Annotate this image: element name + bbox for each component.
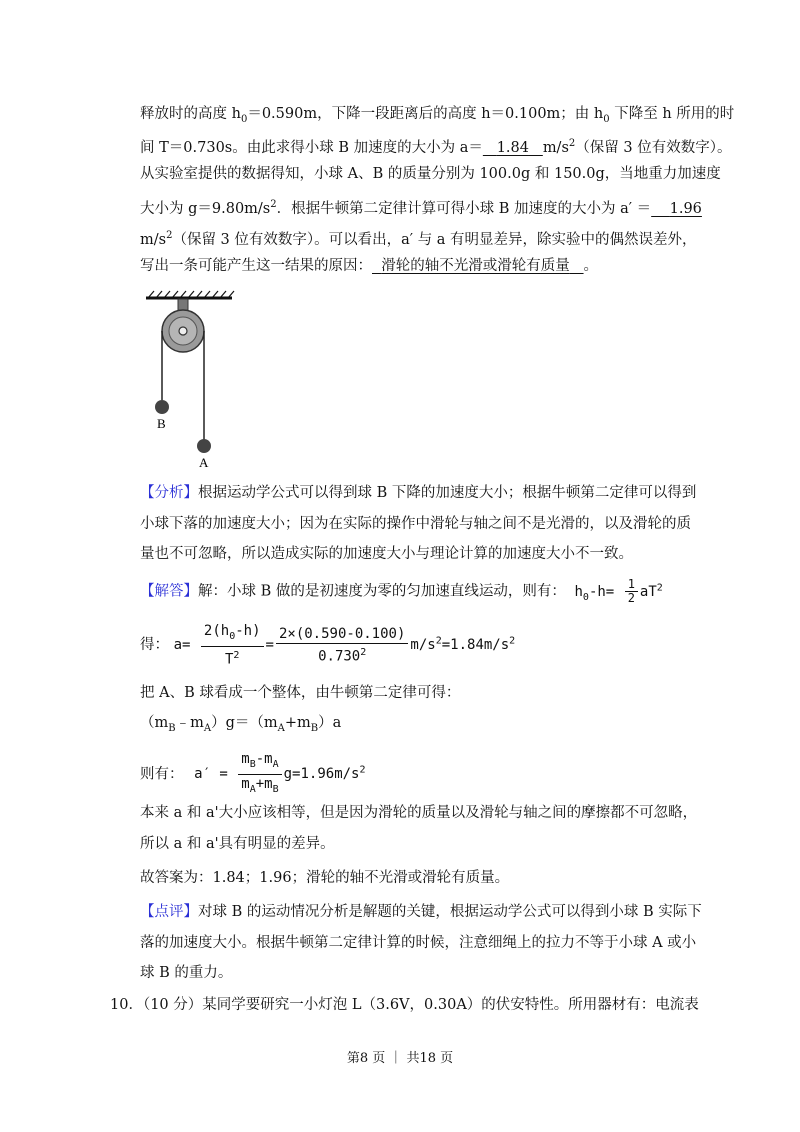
- question-10: 10．（10 分）某同学要研究一小灯泡 L（3.6V，0.30A）的伏安特性。所用器材有：电流表: [110, 997, 699, 1013]
- analysis-line: 【分析】根据运动学公式可以得到球 B 下降的加速度大小；根据牛顿第二定律可以得到: [140, 485, 697, 501]
- text-line: 小球下落的加速度大小；因为在实际的操作中滑轮与轴之间不是光滑的，以及滑轮的质: [140, 516, 691, 532]
- pulley-figure: [140, 290, 240, 475]
- text-line: 球 B 的重力。: [140, 965, 233, 981]
- answer-line: 【解答】解：小球 B 做的是初速度为零的匀加速直线运动，则有： $h_0-h=$ $\frac{1}{2}$ $aT^2$: [140, 577, 663, 606]
- text-line: 落的加速度大小。根据牛顿第二定律计算的时候，注意细绳上的拉力不等于小球 A 或小: [140, 935, 697, 951]
- equation-4: a′ = $\frac{m_B-m_A}{m_A+m_B}$ $g=1.96m/s^2$: [194, 751, 366, 795]
- text-line: 写出一条可能产生这一结果的原因： 滑轮的轴不光滑或滑轮有质量 。: [140, 258, 599, 274]
- page-footer: 第8 页 ｜ 共18 页: [346, 1051, 454, 1066]
- label-a: A: [199, 455, 209, 470]
- text-line: 故答案为：1.84；1.96；滑轮的轴不光滑或滑轮有质量。: [140, 870, 510, 886]
- answer-tag: 【解答】: [140, 583, 198, 600]
- ball-a: [197, 439, 211, 453]
- equation-2: a= $\frac{2(h_0-h)}{T^2}$ = $\frac{2\times(0.590-0.100)}{0.730^2}$ $m/s^2=1.84m/s^2$: [173, 623, 516, 668]
- text-line: $m/s^2$（保留 3 位有效数字）。可以看出，a′ 与 a 有明显差异，除实验中的偶然误差外，: [140, 230, 697, 248]
- text-line: 释放时的高度 $h_0=0.590m$，下降一段距离后的高度 h＝0.100m；由 $h_0$ 下降至 h 所用的时: [140, 106, 735, 125]
- answer-blank-2: 1.96: [669, 200, 702, 217]
- equation-2-line: 得： a= $\frac{2(h_0-h)}{T^2}$ = $\frac{2\times(0.590-0.100)}{0.730^2}$ $m/s^2=1.84m/s^2$: [140, 623, 516, 668]
- text-line: 大小为 $g=9.80m/s^2$．根据牛顿第二定律计算可得小球 B 加速度的大小为 a′ ＝ 1.96: [140, 199, 702, 217]
- text-line: 所以 a 和 a'具有明显的差异。: [140, 836, 335, 852]
- text-line: 量也不可忽略，所以造成实际的加速度大小与理论计算的加速度大小不一致。: [140, 546, 633, 562]
- comment-tag: 【点评】: [140, 904, 198, 920]
- answer-blank-3: 滑轮的轴不光滑或滑轮有质量: [381, 258, 570, 274]
- text-line: 本来 a 和 a'大小应该相等，但是因为滑轮的质量以及滑轮与轴之间的摩擦都不可忽略，: [140, 805, 698, 821]
- ball-b: [155, 400, 169, 414]
- equation-4-line: 则有： a′ = $\frac{m_B-m_A}{m_A+m_B}$ $g=1.96m/s^2$: [140, 751, 366, 795]
- text-line: 间 T＝0.730s。由此求得小球 B 加速度的大小为 a＝ 1.84 $m/s^2$（保留 3 位有效数字）。: [140, 138, 732, 156]
- equation-1: $h_0-h=$ $\frac{1}{2}$ $aT^2$: [574, 577, 663, 606]
- analysis-tag: 【分析】: [140, 485, 198, 501]
- pulley-axle: [179, 327, 187, 335]
- text-line: 从实验室提供的数据得知，小球 A、B 的质量分别为 100.0g 和 150.0g，当地重力加速度: [140, 166, 721, 182]
- answer-blank-1: 1.84: [496, 139, 529, 156]
- equation-3: $(m_B﹣m_A)g=(m_A+m_B)a$: [140, 715, 342, 734]
- comment-line: 【点评】对球 B 的运动情况分析是解题的关键，根据运动学公式可以得到小球 B 实际下: [140, 904, 702, 920]
- text-line: 把 A、B 球看成一个整体，由牛顿第二定律可得：: [140, 685, 461, 701]
- label-b: B: [157, 416, 166, 431]
